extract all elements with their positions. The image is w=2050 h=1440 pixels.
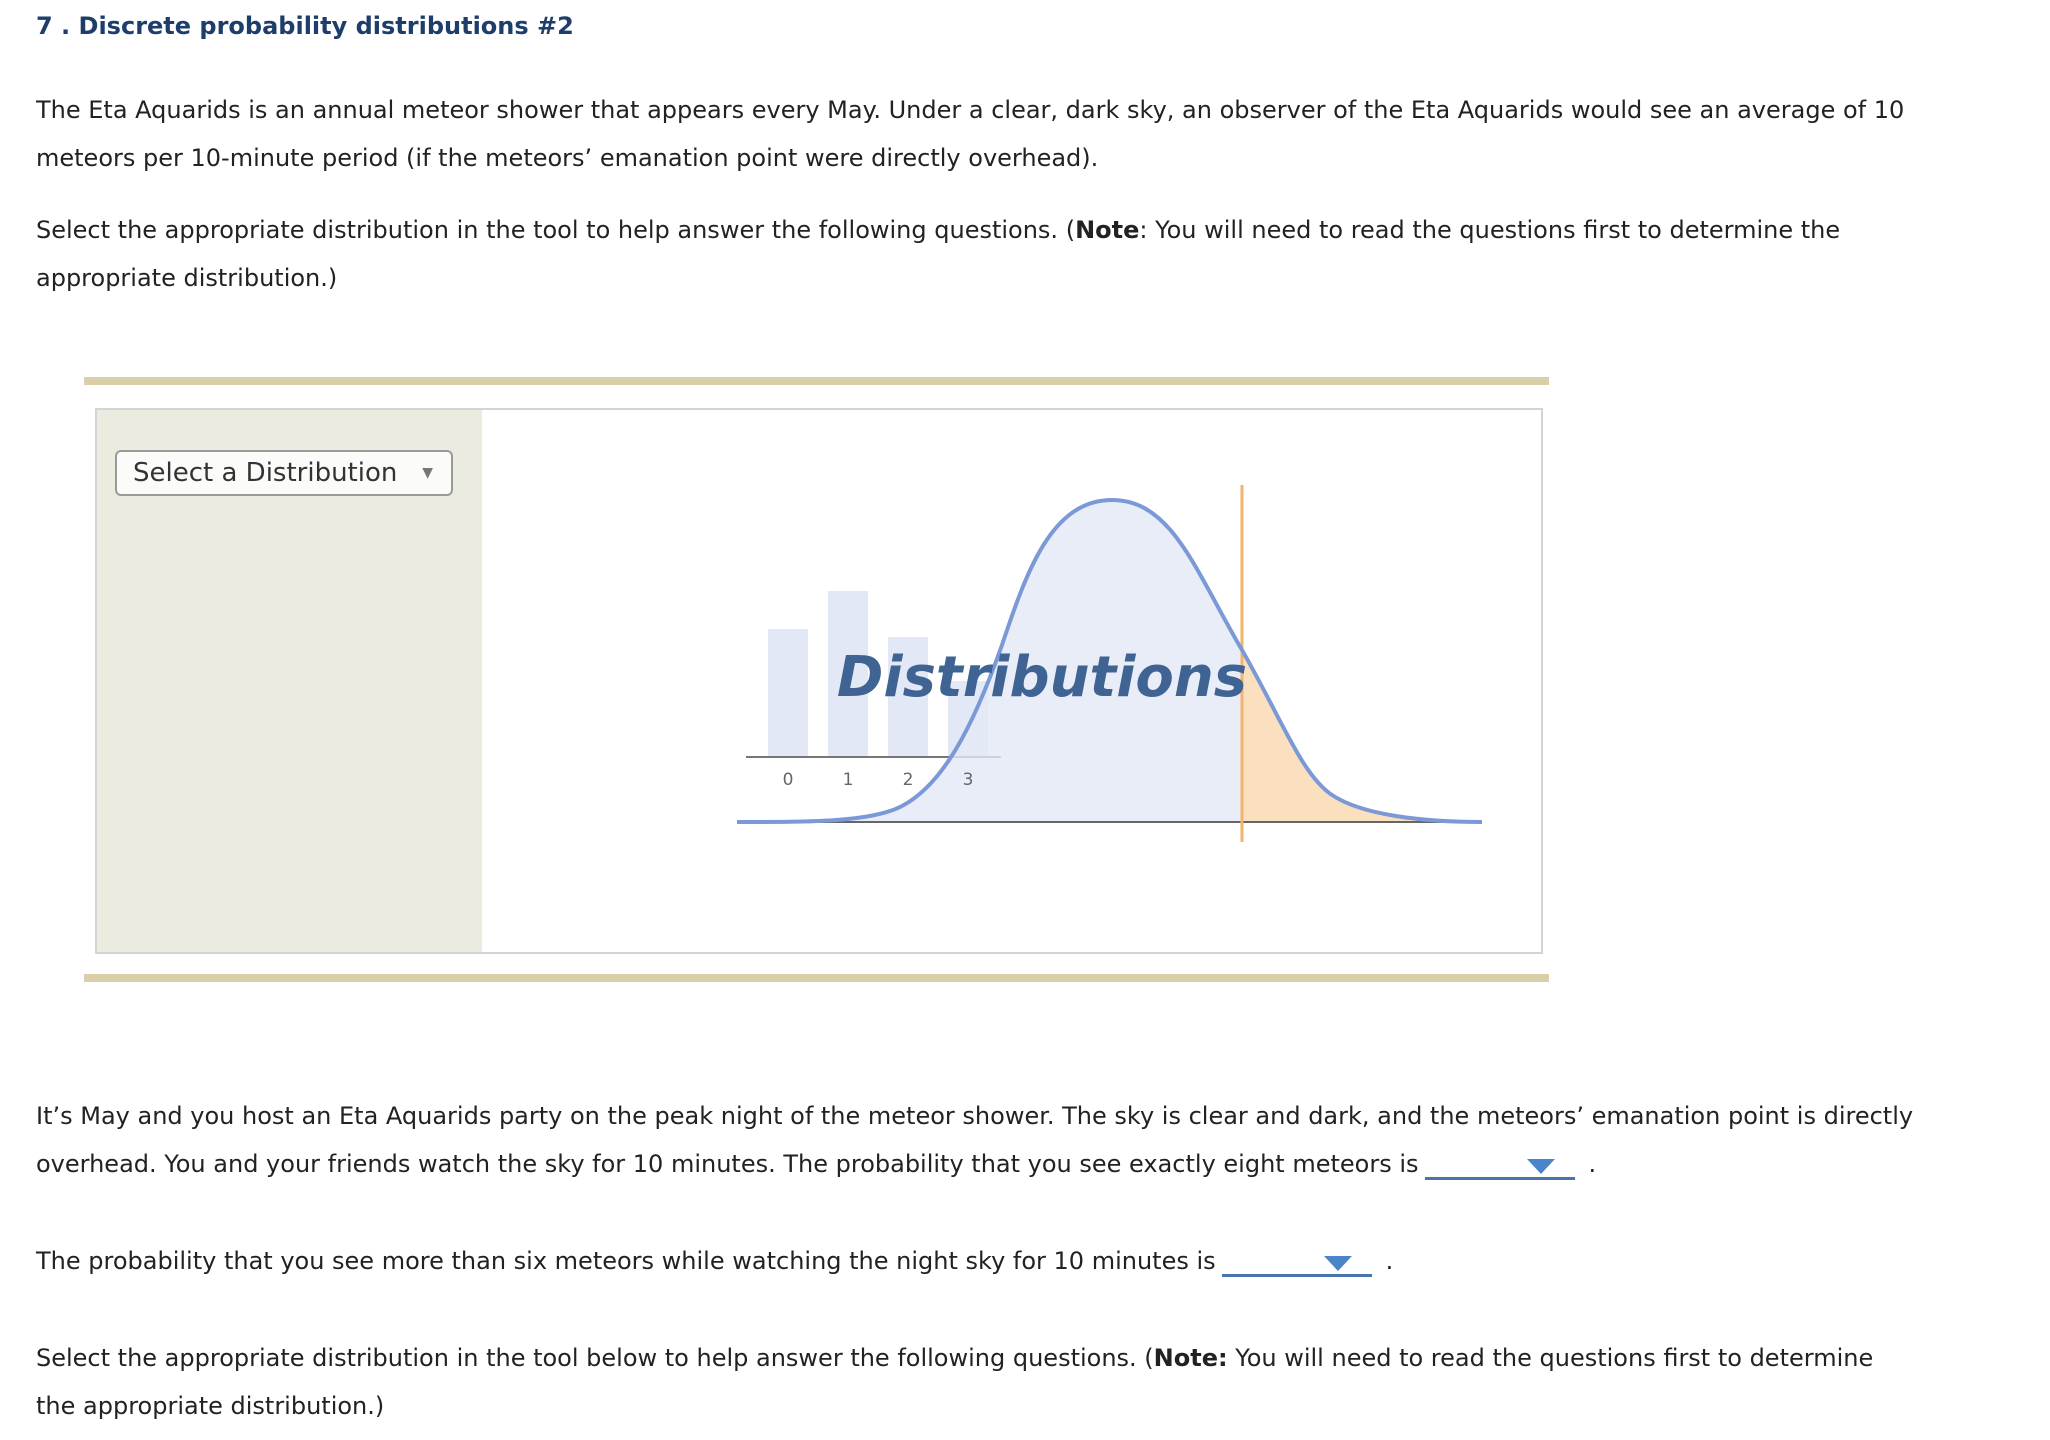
instruction-2-rest: You will need to read the questions first to determine the appropriate distribution.) (36, 1344, 1874, 1420)
question-title: 7 . Discrete probability distributions #2 (36, 12, 574, 40)
distributions-splash (482, 410, 1541, 952)
distributions-logo-graphic (482, 410, 1541, 952)
logo-tail-fill (1242, 650, 1482, 822)
question-2-text: The probability that you see more than six meteors while watching the night sky for 10 minutes is (36, 1247, 1216, 1275)
question-2-period: . (1385, 1247, 1394, 1275)
instruction-1-note: Note (1075, 216, 1140, 244)
intro-paragraph: The Eta Aquarids is an annual meteor shower that appears every May. Under a clear, dark sky, an observer of the Eta Aquarids would see an average of 10 meteors per 10-minute period (if the meteors’ emanation point were directly overhead). (36, 96, 1905, 172)
instruction-2-text: Select the appropriate distribution in the tool below to help answer the following questions. ( (36, 1344, 1154, 1372)
instruction-paragraph-1 (36, 206, 1916, 302)
tool-top-rule (84, 377, 1549, 385)
question-1-answer-dropdown[interactable] (1425, 1151, 1575, 1180)
select-distribution-label: Select a Distribution (133, 458, 398, 488)
logo-bar-0 (768, 629, 808, 757)
logo-tick-1: 1 (842, 770, 854, 790)
question-1-paragraph (36, 1092, 1916, 1188)
instruction-2-note: Note: (1153, 1344, 1228, 1372)
instruction-1-rest: : You will need to read the questions first to determine the appropriate distribution.) (36, 216, 1841, 292)
question-1-period: . (1588, 1150, 1597, 1178)
tool-side-panel (97, 410, 482, 952)
question-2-answer-dropdown[interactable] (1222, 1248, 1372, 1277)
caret-down-icon (1324, 1256, 1352, 1271)
tool-bottom-rule (84, 974, 1549, 982)
caret-down-icon (1527, 1159, 1555, 1174)
question-2-paragraph (36, 1237, 1916, 1285)
chevron-down-icon: ▼ (422, 465, 433, 481)
logo-tick-2: 2 (902, 770, 914, 790)
logo-tick-0: 0 (782, 770, 794, 790)
select-distribution-dropdown[interactable] (115, 450, 453, 496)
instruction-paragraph-2 (36, 1334, 1916, 1430)
question-1-text: It’s May and you host an Eta Aquarids party on the peak night of the meteor shower. The sky is clear and dark, and the meteors’ emanation point is directly overhead. You and your friends watch the sky for 10 minutes. The probability that you see exactly eight meteors is (36, 1102, 1914, 1178)
distributions-tool (95, 408, 1543, 954)
logo-tick-3: 3 (962, 770, 974, 790)
instruction-1-text: Select the appropriate distribution in the tool to help answer the following questions. ( (36, 216, 1076, 244)
splash-title: Distributions (836, 645, 1248, 710)
